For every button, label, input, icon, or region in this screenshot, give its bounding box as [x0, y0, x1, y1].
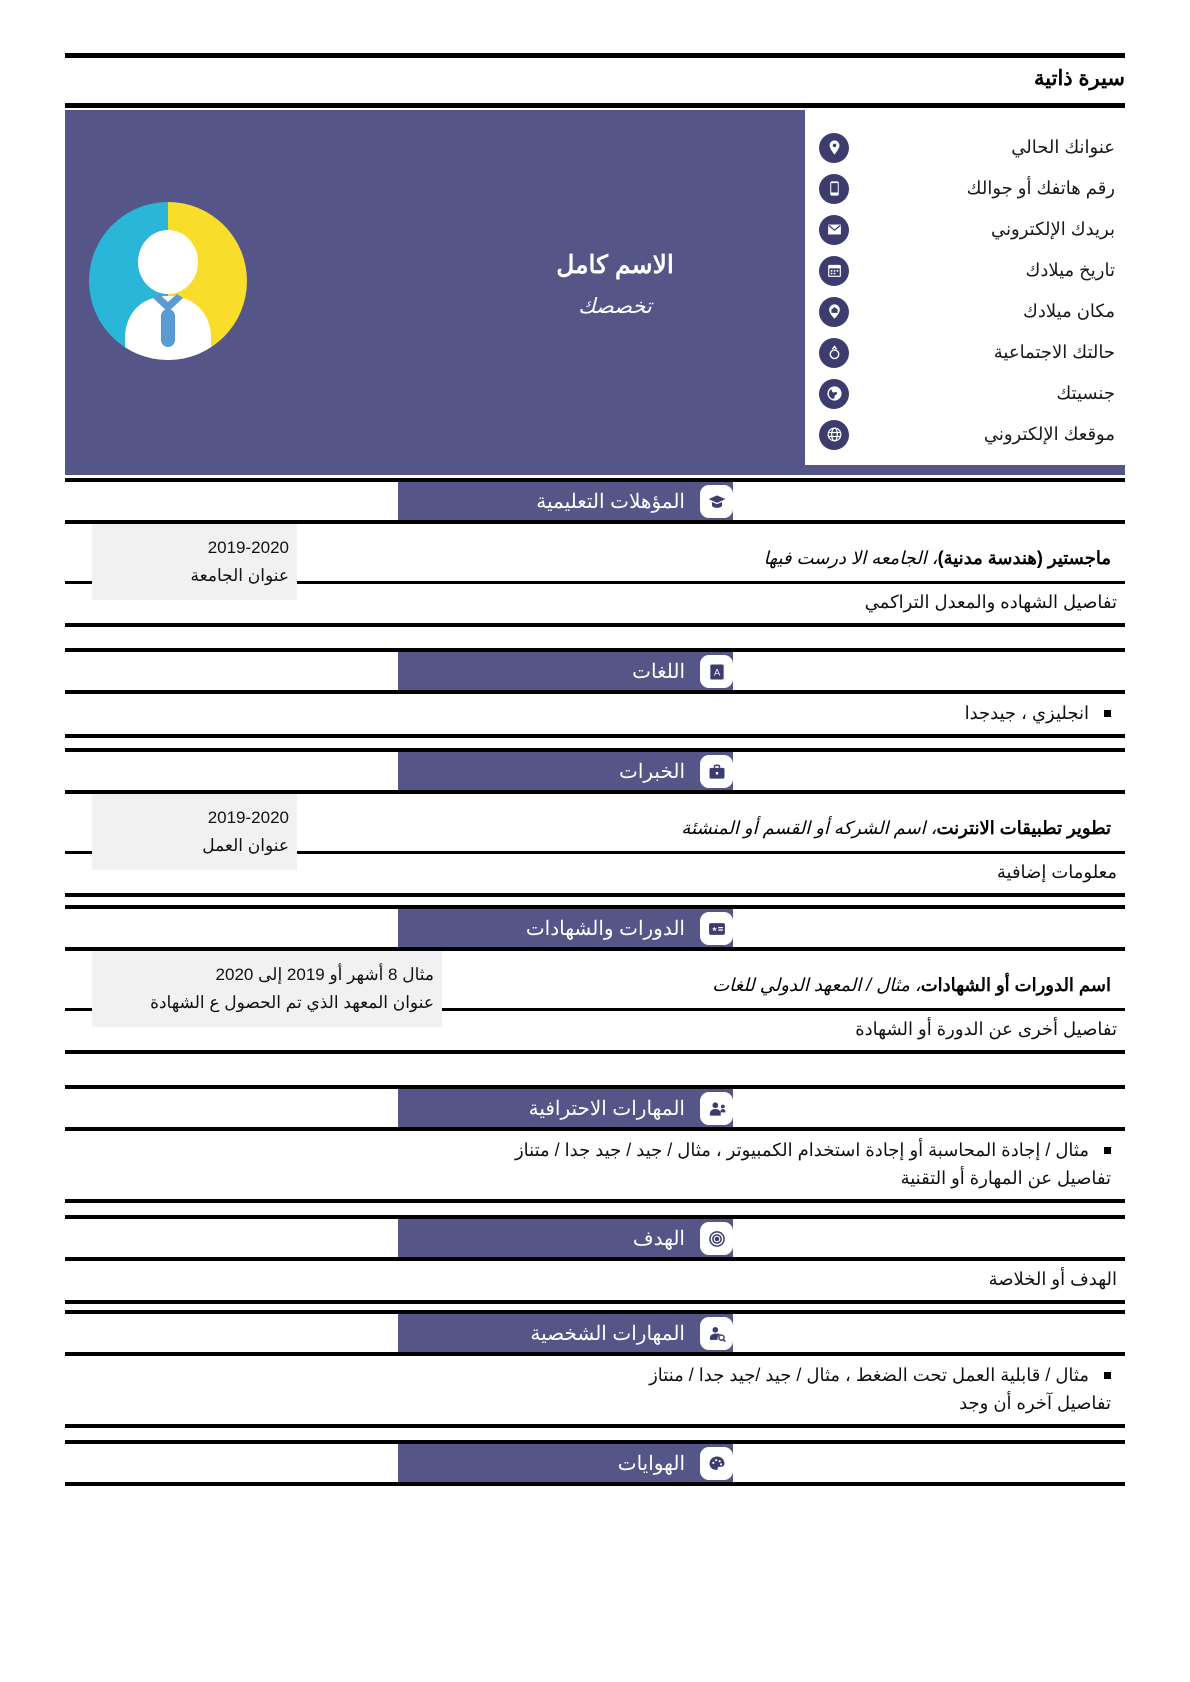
language-book-icon — [700, 655, 733, 688]
ring-icon — [819, 338, 849, 368]
contact-item-phone[interactable] — [805, 168, 1125, 209]
personal-skill-item: مثال / قابلية العمل تحت الضغط ، مثال / جيد /جيد جدا / منتاز — [649, 1365, 1089, 1385]
personal-skills-bullet-row — [65, 1356, 1125, 1428]
section-header[interactable] — [65, 1440, 1125, 1486]
contact-item-birthdate[interactable] — [805, 250, 1125, 291]
palette-icon — [700, 1447, 733, 1480]
section-title: الدورات والشهادات — [525, 917, 685, 940]
courses-provider: ، مثال / المعهد الدولي للغات — [712, 975, 921, 995]
person-skills-icon — [700, 1092, 733, 1125]
section-education — [65, 478, 1125, 627]
experience-role: تطوير تطبيقات الانترنت — [936, 818, 1111, 838]
section-hobbies — [65, 1440, 1125, 1486]
section-title: المهارات الاحترافية — [528, 1097, 685, 1120]
briefcase-icon — [700, 755, 733, 788]
section-objective — [65, 1215, 1125, 1304]
title-divider — [65, 103, 1125, 108]
globe-grid-icon — [819, 420, 849, 450]
section-title: الهدف — [632, 1227, 685, 1250]
education-note: تفاصيل الشهاده والمعدل التراكمي — [65, 584, 1125, 627]
courses-duration: مثال 8 أشهر أو 2019 إلى 2020 — [215, 965, 434, 984]
section-experience — [65, 748, 1125, 897]
profile-banner — [65, 110, 1125, 475]
languages-bullet-row — [65, 694, 1125, 738]
home-pin-icon — [819, 297, 849, 327]
education-date-box — [92, 524, 297, 600]
job-title: تخصصك — [578, 295, 652, 318]
experience-date: 2019-2020 — [207, 808, 289, 827]
section-personal-skills — [65, 1310, 1125, 1428]
section-languages — [65, 648, 1125, 738]
mobile-phone-icon — [819, 174, 849, 204]
calendar-icon — [819, 256, 849, 286]
experience-note: معلومات إضافية — [65, 854, 1125, 897]
section-professional-skills — [65, 1085, 1125, 1203]
courses-institute: عنوان المعهد الذي تم الحصول ع الشهادة — [150, 993, 434, 1013]
section-header[interactable] — [65, 1215, 1125, 1261]
contact-label: موقعك الإلكتروني — [983, 424, 1115, 444]
personal-skill-sub: تفاصيل آخره أن وجد — [959, 1393, 1111, 1413]
professional-skills-bullet-row — [65, 1131, 1125, 1203]
contact-label: تاريخ ميلادك — [1025, 260, 1115, 280]
contact-label: بريدك الإلكتروني — [991, 219, 1115, 239]
top-divider — [65, 53, 1125, 58]
globe-americas-icon — [819, 379, 849, 409]
contact-item-birthplace[interactable] — [805, 291, 1125, 332]
envelope-icon — [819, 215, 849, 245]
full-name: الاسم كامل — [556, 251, 674, 279]
courses-note: تفاصيل أخرى عن الدورة أو الشهادة — [65, 1011, 1125, 1054]
avatar — [87, 200, 249, 362]
section-header[interactable] — [65, 1085, 1125, 1131]
bullet-icon — [1104, 1372, 1111, 1379]
contact-label: جنسيتك — [1056, 383, 1115, 403]
education-location: عنوان الجامعة — [190, 566, 289, 586]
contact-item-website[interactable] — [805, 414, 1125, 455]
section-header[interactable] — [65, 905, 1125, 951]
education-date: 2019-2020 — [207, 538, 289, 557]
name-block — [405, 250, 825, 319]
contact-label: حالتك الاجتماعية — [993, 342, 1115, 362]
contact-label: عنوانك الحالي — [1011, 137, 1115, 157]
graduation-cap-icon — [700, 485, 733, 518]
section-title: المهارات الشخصية — [530, 1322, 685, 1345]
section-header[interactable] — [65, 1310, 1125, 1356]
contact-item-address[interactable] — [805, 127, 1125, 168]
contact-label: مكان ميلادك — [1023, 301, 1115, 321]
professional-skill-item: مثال / إجادة المحاسبة أو إجادة استخدام الكمبيوتر ، مثال / جيد / جيد جدا / متناز — [514, 1140, 1089, 1160]
contact-item-nationality[interactable] — [805, 373, 1125, 414]
courses-date-box — [92, 951, 442, 1027]
section-title: المؤهلات التعليمية — [536, 490, 685, 513]
experience-date-box — [92, 794, 297, 870]
experience-entry — [65, 794, 1125, 854]
education-degree: ماجستير (هندسة مدنية) — [937, 548, 1111, 568]
page-title: سيرة ذاتية — [1034, 67, 1125, 90]
courses-name: اسم الدورات أو الشهادات — [920, 975, 1111, 995]
section-header[interactable] — [65, 478, 1125, 524]
contact-label: رقم هاتفك أو جوالك — [966, 178, 1115, 198]
objective-note: الهدف أو الخلاصة — [65, 1261, 1125, 1304]
education-institution: ، الجامعه الا درست فيها — [763, 548, 938, 568]
person-search-icon — [700, 1317, 733, 1350]
target-icon — [700, 1222, 733, 1255]
experience-company: ، اسم الشركه أو القسم أو المنشئة — [681, 818, 937, 838]
contact-item-marital-status[interactable] — [805, 332, 1125, 373]
svg-text:A: A — [713, 666, 720, 677]
certificate-badge-icon — [700, 912, 733, 945]
section-header[interactable] — [65, 648, 1125, 694]
education-entry — [65, 524, 1125, 584]
location-pin-icon — [819, 133, 849, 163]
experience-location: عنوان العمل — [202, 836, 289, 856]
language-item: انجليزي ، جيدجدا — [964, 703, 1089, 723]
contact-panel — [805, 110, 1125, 465]
professional-skill-sub: تفاصيل عن المهارة أو التقنية — [900, 1168, 1111, 1188]
section-courses — [65, 905, 1125, 1054]
courses-entry — [65, 951, 1125, 1011]
bullet-icon — [1104, 710, 1111, 717]
section-header[interactable] — [65, 748, 1125, 794]
section-title: الهوايات — [617, 1452, 685, 1475]
contact-item-email[interactable] — [805, 209, 1125, 250]
bullet-icon — [1104, 1147, 1111, 1154]
section-title: اللغات — [632, 660, 685, 683]
section-title: الخبرات — [618, 760, 685, 783]
